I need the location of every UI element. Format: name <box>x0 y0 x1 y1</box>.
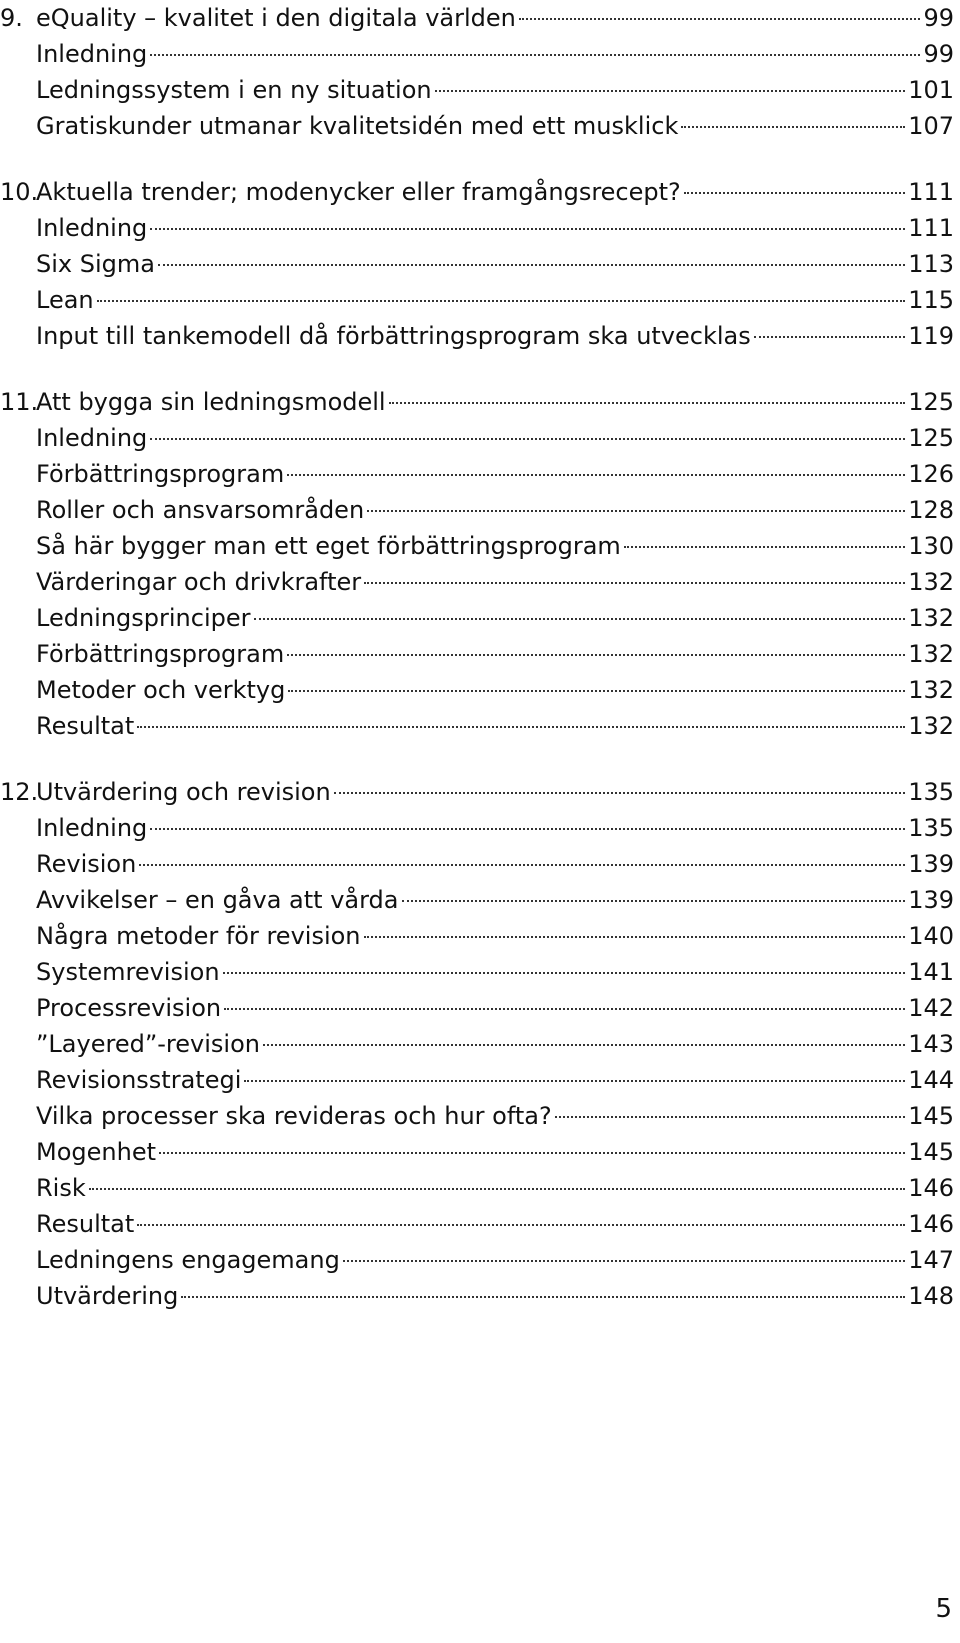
dot-leader <box>181 1296 905 1298</box>
toc-chapter <box>0 384 960 744</box>
entry-page-number: 126 <box>908 460 954 488</box>
dot-leader <box>555 1116 905 1118</box>
entry-page-number: 144 <box>908 1066 954 1094</box>
dot-leader <box>150 228 905 230</box>
toc-entry <box>0 882 960 918</box>
dot-leader <box>519 18 921 20</box>
dot-leader <box>754 336 905 338</box>
entry-page-number: 125 <box>908 424 954 452</box>
dot-leader <box>254 618 906 620</box>
chapter-page-number: 125 <box>908 388 954 416</box>
entry-title: Processrevision <box>36 994 222 1022</box>
entry-page-number: 139 <box>908 886 954 914</box>
toc-entry <box>0 810 960 846</box>
entry-title: Risk <box>36 1174 86 1202</box>
chapter-number: 12. <box>0 778 39 806</box>
toc-entry <box>0 564 960 600</box>
dot-leader <box>287 654 905 656</box>
entry-page-number: 139 <box>908 850 954 878</box>
dot-leader <box>224 1008 905 1010</box>
entry-page-number: 145 <box>908 1138 954 1166</box>
dot-leader <box>150 828 905 830</box>
toc-entry <box>0 528 960 564</box>
dot-leader <box>364 936 906 938</box>
dot-leader <box>137 1224 905 1226</box>
entry-page-number: 142 <box>908 994 954 1022</box>
entry-page-number: 132 <box>908 712 954 740</box>
toc-entry <box>0 1134 960 1170</box>
toc-entry <box>0 990 960 1026</box>
dot-leader <box>435 90 906 92</box>
entry-title: Gratiskunder utmanar kvalitetsidén med ett musklick <box>36 112 679 140</box>
entry-title: Ledningssystem i en ny situation <box>36 76 432 104</box>
entry-title: Några metoder för revision <box>36 922 361 950</box>
entry-title: Avvikelser – en gåva att vårda <box>36 886 399 914</box>
dot-leader <box>684 192 905 194</box>
toc-entry <box>0 108 960 144</box>
toc-entry <box>0 1098 960 1134</box>
entry-title: Revisionsstrategi <box>36 1066 242 1094</box>
toc-chapter-heading <box>0 774 960 810</box>
dot-leader <box>334 792 905 794</box>
toc-entry <box>0 954 960 990</box>
dot-leader <box>223 972 906 974</box>
entry-title: Ledningsprinciper <box>36 604 251 632</box>
toc-entry <box>0 1278 960 1314</box>
entry-title: Så här bygger man ett eget förbättringsprogram <box>36 532 621 560</box>
chapter-title: Att bygga sin ledningsmodell <box>36 388 386 416</box>
chapter-page-number: 99 <box>923 4 954 32</box>
toc-entry <box>0 210 960 246</box>
toc-entry <box>0 72 960 108</box>
entry-title: Utvärdering <box>36 1282 179 1310</box>
toc-chapter-heading <box>0 384 960 420</box>
entry-title: Six Sigma <box>36 250 155 278</box>
chapter-page-number: 111 <box>908 178 954 206</box>
chapter-number: 11. <box>0 388 39 416</box>
dot-leader <box>389 402 906 404</box>
dot-leader <box>288 690 905 692</box>
toc-chapter <box>0 0 960 144</box>
entry-title: Inledning <box>36 40 148 68</box>
toc-entry <box>0 492 960 528</box>
dot-leader <box>367 510 905 512</box>
entry-page-number: 132 <box>908 604 954 632</box>
chapter-title: Utvärdering och revision <box>36 778 331 806</box>
dot-leader <box>287 474 905 476</box>
toc-chapter-heading <box>0 174 960 210</box>
entry-title: Förbättringsprogram <box>36 460 285 488</box>
entry-page-number: 107 <box>908 112 954 140</box>
entry-title: Inledning <box>36 814 148 842</box>
chapter-number: 10. <box>0 178 39 206</box>
page-number: 5 <box>935 1594 952 1624</box>
entry-page-number: 143 <box>908 1030 954 1058</box>
entry-page-number: 146 <box>908 1210 954 1238</box>
dot-leader <box>139 864 905 866</box>
toc-entry <box>0 456 960 492</box>
entry-page-number: 141 <box>908 958 954 986</box>
toc-entry <box>0 1062 960 1098</box>
entry-title: Input till tankemodell då förbättringsprogram ska utvecklas <box>36 322 751 350</box>
toc-entry <box>0 1026 960 1062</box>
entry-title: Värderingar och drivkrafter <box>36 568 362 596</box>
toc-entry <box>0 246 960 282</box>
entry-page-number: 140 <box>908 922 954 950</box>
dot-leader <box>158 264 905 266</box>
toc-entry <box>0 318 960 354</box>
dot-leader <box>159 1152 905 1154</box>
entry-title: Lean <box>36 286 94 314</box>
entry-page-number: 130 <box>908 532 954 560</box>
entry-page-number: 111 <box>908 214 954 242</box>
entry-title: Mogenhet <box>36 1138 156 1166</box>
entry-title: ”Layered”-revision <box>36 1030 260 1058</box>
dot-leader <box>624 546 905 548</box>
dot-leader <box>364 582 905 584</box>
dot-leader <box>150 438 905 440</box>
entry-page-number: 135 <box>908 814 954 842</box>
entry-title: Resultat <box>36 712 135 740</box>
chapter-title: Aktuella trender; modenycker eller framgångsrecept? <box>36 178 681 206</box>
toc-entry <box>0 636 960 672</box>
dot-leader <box>150 54 920 56</box>
entry-title: Revision <box>36 850 137 878</box>
entry-page-number: 148 <box>908 1282 954 1310</box>
entry-title: Resultat <box>36 1210 135 1238</box>
toc-entry <box>0 36 960 72</box>
toc-entry <box>0 282 960 318</box>
chapter-page-number: 135 <box>908 778 954 806</box>
dot-leader <box>263 1044 905 1046</box>
toc-entry <box>0 1206 960 1242</box>
entry-page-number: 99 <box>923 40 954 68</box>
toc-entry <box>0 1170 960 1206</box>
entry-title: Inledning <box>36 214 148 242</box>
entry-page-number: 119 <box>908 322 954 350</box>
entry-page-number: 115 <box>908 286 954 314</box>
entry-page-number: 145 <box>908 1102 954 1130</box>
entry-page-number: 132 <box>908 676 954 704</box>
dot-leader <box>137 726 905 728</box>
toc-entry <box>0 420 960 456</box>
toc-chapter <box>0 174 960 354</box>
entry-title: Roller och ansvarsområden <box>36 496 365 524</box>
entry-page-number: 132 <box>908 640 954 668</box>
dot-leader <box>681 126 905 128</box>
entry-page-number: 128 <box>908 496 954 524</box>
chapter-title: eQuality – kvalitet i den digitala världen <box>36 4 516 32</box>
toc-entry <box>0 672 960 708</box>
toc-entry <box>0 1242 960 1278</box>
toc-chapter-heading <box>0 0 960 36</box>
dot-leader <box>343 1260 905 1262</box>
dot-leader <box>402 900 906 902</box>
entry-title: Metoder och verktyg <box>36 676 286 704</box>
chapter-number: 9. <box>0 4 23 32</box>
entry-title: Förbättringsprogram <box>36 640 285 668</box>
toc-entry <box>0 846 960 882</box>
dot-leader <box>244 1080 905 1082</box>
entry-page-number: 113 <box>908 250 954 278</box>
entry-title: Inledning <box>36 424 148 452</box>
toc-entry <box>0 918 960 954</box>
entry-page-number: 101 <box>908 76 954 104</box>
entry-page-number: 146 <box>908 1174 954 1202</box>
entry-page-number: 147 <box>908 1246 954 1274</box>
toc-chapter <box>0 774 960 1314</box>
toc-entry <box>0 600 960 636</box>
dot-leader <box>97 300 906 302</box>
toc-entry <box>0 708 960 744</box>
entry-page-number: 132 <box>908 568 954 596</box>
entry-title: Vilka processer ska revideras och hur ofta? <box>36 1102 552 1130</box>
entry-title: Systemrevision <box>36 958 220 986</box>
dot-leader <box>89 1188 905 1190</box>
entry-title: Ledningens engagemang <box>36 1246 340 1274</box>
